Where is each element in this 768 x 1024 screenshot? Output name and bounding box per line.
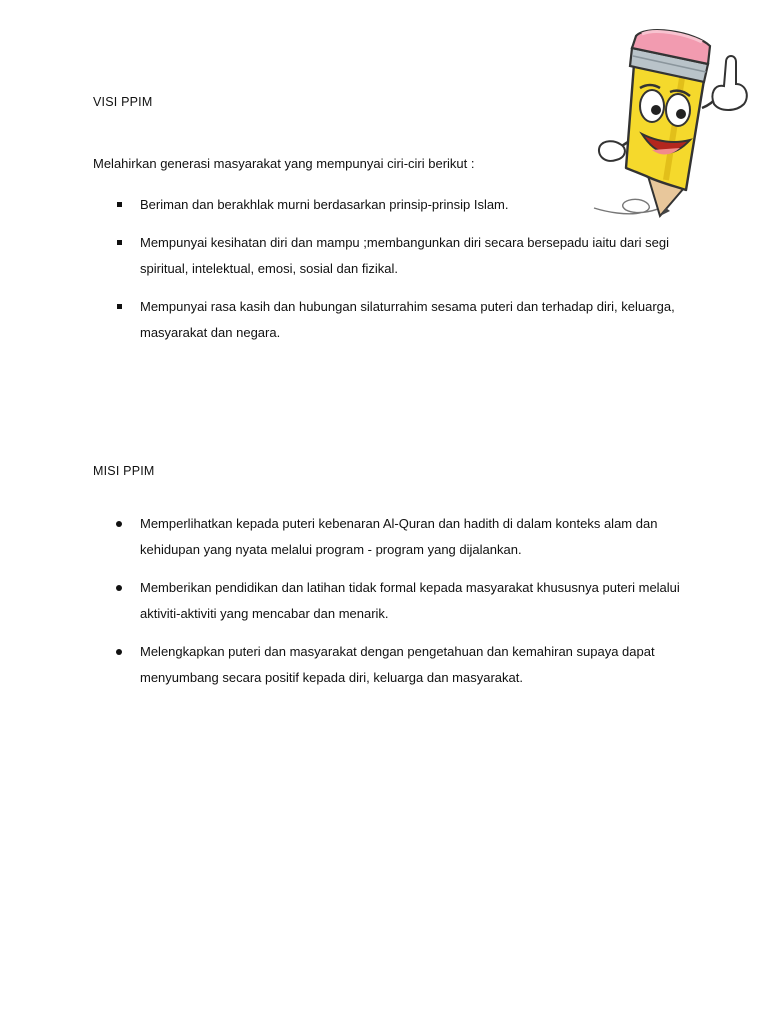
round-bullet-icon [116, 521, 122, 527]
visi-item [0, 294, 685, 346]
misi-list [0, 511, 768, 703]
pencil-mascot-icon [586, 18, 756, 228]
round-bullet-icon [116, 649, 122, 655]
misi-heading: MISI PPIM [93, 464, 155, 478]
visi-item-text: Beriman dan berakhlak murni berdasarkan prinsip-prinsip Islam. [140, 197, 509, 212]
misi-item-text: Melengkapkan puteri dan masyarakat dengan pengetahuan dan kemahiran supaya dapat menyumbang secara positif kepada diri, keluarga dan masyarakat. [140, 644, 655, 685]
square-bullet-icon [117, 202, 122, 207]
visi-heading: VISI PPIM [93, 95, 153, 109]
square-bullet-icon [117, 240, 122, 245]
visi-item-text: Mempunyai rasa kasih dan hubungan silaturrahim sesama puteri dan terhadap diri, keluarga, masyarakat dan negara. [140, 299, 675, 340]
misi-item [0, 639, 685, 691]
misi-item-text: Memberikan pendidikan dan latihan tidak formal kepada masyarakat khususnya puteri melalui aktiviti-aktiviti yang mencabar dan menarik. [140, 580, 680, 621]
misi-item [0, 575, 685, 627]
round-bullet-icon [116, 585, 122, 591]
square-bullet-icon [117, 304, 122, 309]
misi-item-text: Memperlihatkan kepada puteri kebenaran Al-Quran dan hadith di dalam konteks alam dan kehidupan yang nyata melalui program - program yang dijalankan. [140, 516, 658, 557]
visi-item [0, 230, 685, 282]
visi-intro: Melahirkan generasi masyarakat yang mempunyai ciri-ciri berikut : [93, 156, 475, 171]
visi-item-text: Mempunyai kesihatan diri dan mampu ;membangunkan diri secara bersepadu iaitu dari segi spiritual, intelektual, emosi, sosial dan fizikal. [140, 235, 669, 276]
visi-item [0, 192, 685, 218]
misi-item [0, 511, 685, 563]
